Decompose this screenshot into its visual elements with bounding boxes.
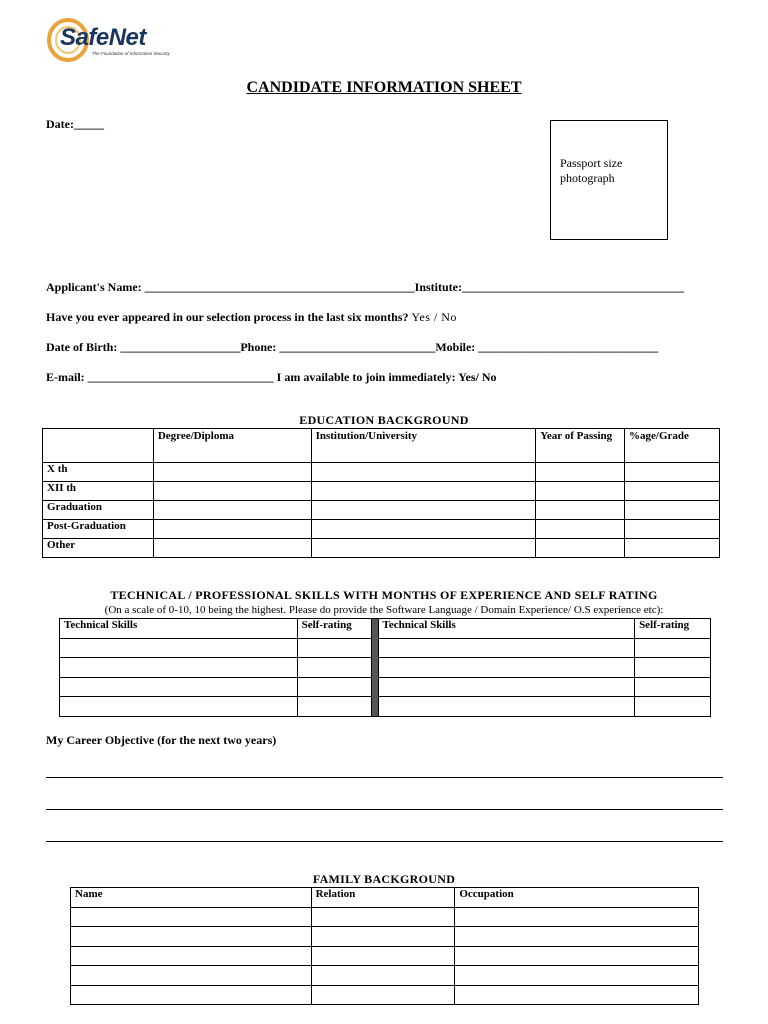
passport-photo-box[interactable] (550, 120, 668, 240)
education-title: EDUCATION BACKGROUND (299, 413, 469, 427)
column-separator (371, 619, 378, 717)
table-cell[interactable] (378, 638, 635, 658)
table-row (60, 658, 711, 678)
career-objective-label: My Career Objective (for the next two years) (46, 733, 277, 747)
appeared-question-row[interactable] (46, 310, 457, 325)
date-field[interactable]: Date:_____ (46, 117, 104, 131)
table-row (60, 697, 711, 717)
page-title: CANDIDATE INFORMATION SHEET (246, 79, 522, 96)
table-cell[interactable] (153, 520, 311, 539)
table-row (71, 946, 699, 966)
row-label: Graduation (43, 501, 154, 520)
table-row (43, 501, 720, 520)
table-cell[interactable] (60, 658, 298, 678)
table-cell[interactable] (311, 520, 536, 539)
table-header-cell: Self-rating (297, 619, 371, 639)
table-cell[interactable] (153, 482, 311, 501)
career-objective-line[interactable] (46, 841, 723, 842)
row-label: Other (43, 539, 154, 558)
table-header-row (60, 619, 711, 639)
table-cell[interactable] (71, 966, 312, 986)
table-header-cell: Technical Skills (378, 619, 635, 639)
logo-text: SafeNet (60, 24, 146, 51)
table-cell[interactable] (455, 927, 699, 947)
table-cell[interactable] (311, 966, 455, 986)
row-label: X th (43, 463, 154, 482)
table-cell[interactable] (625, 539, 720, 558)
logo-tagline: The Foundation of Information Security (92, 51, 170, 56)
table-cell[interactable] (635, 677, 711, 697)
table-cell[interactable] (311, 501, 536, 520)
table-cell[interactable] (311, 907, 455, 927)
education-table (42, 428, 720, 558)
table-cell[interactable] (153, 463, 311, 482)
table-cell[interactable] (536, 520, 625, 539)
table-cell[interactable] (311, 927, 455, 947)
table-header-cell: Relation (311, 888, 455, 908)
table-cell[interactable] (297, 697, 371, 717)
dob-phone-mobile-row[interactable]: Date of Birth: ____________________Phone: __________________________Mobile: ______________________________ (46, 340, 659, 354)
table-header-row (71, 888, 699, 908)
table-cell[interactable] (536, 463, 625, 482)
skills-title: TECHNICAL / PROFESSIONAL SKILLS WITH MONTHS OF EXPERIENCE AND SELF RATING (110, 588, 658, 602)
table-cell[interactable] (60, 677, 298, 697)
table-header-cell: Self-rating (635, 619, 711, 639)
table-cell[interactable] (455, 985, 699, 1005)
table-cell[interactable] (455, 946, 699, 966)
table-cell[interactable] (71, 985, 312, 1005)
table-cell[interactable] (455, 907, 699, 927)
table-row (71, 927, 699, 947)
family-table (70, 887, 699, 1005)
table-cell[interactable] (71, 907, 312, 927)
table-cell[interactable] (625, 482, 720, 501)
table-cell[interactable] (311, 463, 536, 482)
table-header-cell: Technical Skills (60, 619, 298, 639)
table-header-cell: Year of Passing (536, 429, 625, 463)
table-cell[interactable] (311, 985, 455, 1005)
table-cell[interactable] (635, 658, 711, 678)
table-cell[interactable] (455, 966, 699, 986)
name-institute-row[interactable]: Applicant's Name: _____________________________________________Institute:_____________________________________ (46, 280, 684, 294)
table-cell[interactable] (625, 520, 720, 539)
table-cell[interactable] (297, 658, 371, 678)
table-cell[interactable] (311, 482, 536, 501)
appeared-question: Have you ever appeared in our selection process in the last six months? (46, 310, 409, 324)
skills-note: (On a scale of 0-10, 10 being the highest. Please do provide the Software Language / Domain Experience/ O.S experience etc): (104, 604, 664, 616)
table-cell[interactable] (153, 539, 311, 558)
table-row (71, 907, 699, 927)
table-row (43, 463, 720, 482)
table-cell[interactable] (536, 501, 625, 520)
table-cell[interactable] (60, 638, 298, 658)
table-row (71, 985, 699, 1005)
row-label: XII th (43, 482, 154, 501)
table-header-cell: Degree/Diploma (153, 429, 311, 463)
table-row (43, 539, 720, 558)
family-title: FAMILY BACKGROUND (312, 872, 456, 886)
table-row (43, 482, 720, 501)
photo-box-label: Passport size photograph (560, 156, 623, 185)
table-row (60, 677, 711, 697)
table-cell[interactable] (536, 539, 625, 558)
skills-table (59, 618, 711, 717)
table-cell[interactable] (635, 697, 711, 717)
table-header-cell: Occupation (455, 888, 699, 908)
row-label: Post-Graduation (43, 520, 154, 539)
table-cell[interactable] (378, 677, 635, 697)
table-cell[interactable] (625, 463, 720, 482)
table-cell[interactable] (71, 927, 312, 947)
career-objective-line[interactable] (46, 809, 723, 810)
table-cell[interactable] (378, 697, 635, 717)
table-cell[interactable] (153, 501, 311, 520)
table-cell[interactable] (635, 638, 711, 658)
table-cell[interactable] (311, 539, 536, 558)
table-cell[interactable] (378, 658, 635, 678)
table-cell[interactable] (71, 946, 312, 966)
table-cell[interactable] (60, 697, 298, 717)
table-row (60, 638, 711, 658)
safenet-logo (46, 16, 196, 64)
table-header-row (43, 429, 720, 463)
career-objective-line[interactable] (46, 777, 723, 778)
appeared-options[interactable]: Yes / No (411, 310, 457, 324)
table-row (43, 520, 720, 539)
email-availability-row[interactable]: E-mail: _______________________________ I am available to join immediately: Yes/ No (46, 370, 497, 384)
table-cell[interactable] (625, 501, 720, 520)
table-header-cell: Name (71, 888, 312, 908)
table-cell[interactable] (311, 946, 455, 966)
table-cell[interactable] (297, 677, 371, 697)
table-header-cell: Institution/University (311, 429, 536, 463)
table-header-cell (43, 429, 154, 463)
table-cell[interactable] (536, 482, 625, 501)
table-header-cell: %age/Grade (625, 429, 720, 463)
table-row (71, 966, 699, 986)
table-cell[interactable] (297, 638, 371, 658)
